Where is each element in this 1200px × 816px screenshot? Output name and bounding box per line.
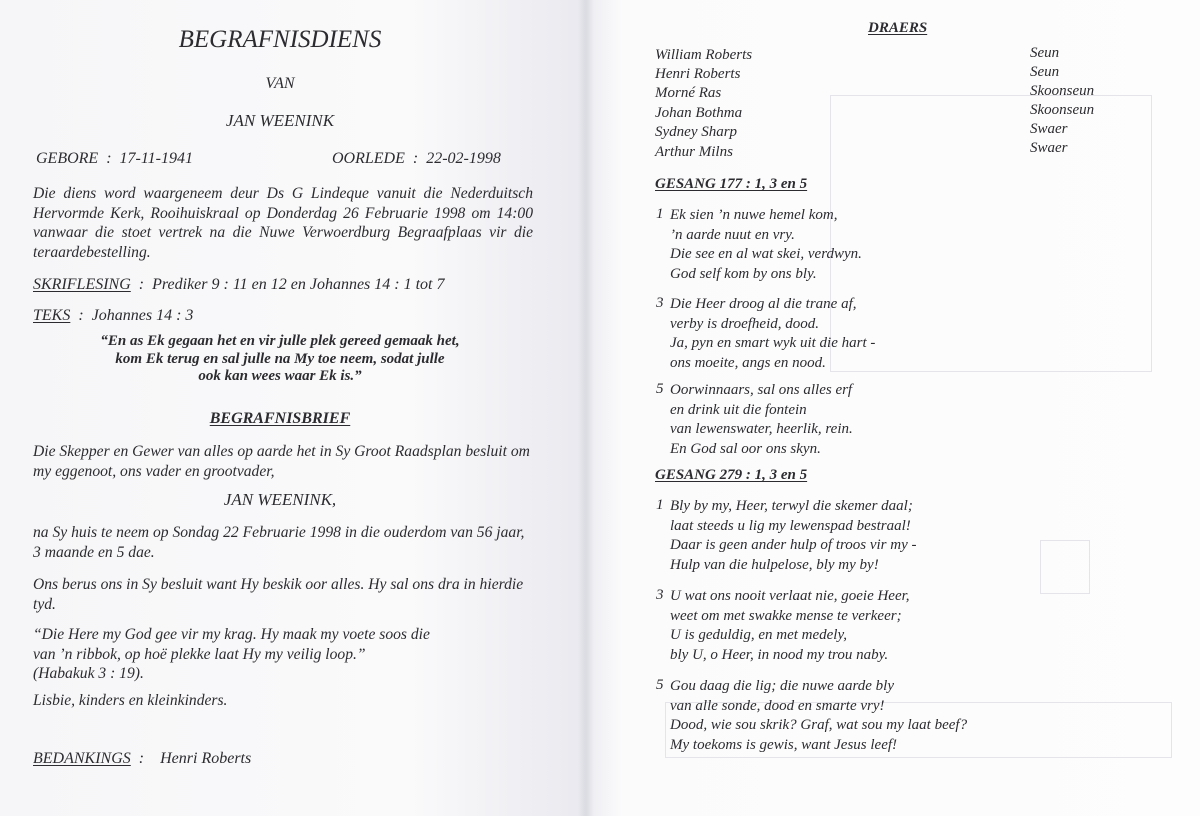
letter-heading: BEGRAFNISBRIEF	[209, 410, 351, 427]
hymn-line: Oorwinnaars, sal ons alles erf	[670, 382, 853, 398]
hymn-line: Daar is geen ander hulp of troos vir my -	[670, 537, 917, 553]
hymn-verse	[670, 587, 910, 665]
hymn-line: Bly by my, Heer, terwyl die skemer daal;	[670, 498, 913, 514]
born-date: 17-11-1941	[119, 150, 193, 167]
bearer-relation: Skoonseun	[1030, 102, 1095, 118]
hymn-verse	[670, 206, 862, 284]
verse-number: 5	[656, 677, 664, 693]
died-line: OORLEDE : 22-02-1998	[332, 150, 501, 167]
bearers-heading: DRAERS	[868, 20, 928, 36]
verse-number: 1	[656, 206, 664, 222]
hymn-line: Dood, wie sou skrik? Graf, wat sou my laat beef?	[670, 717, 968, 733]
hymn-heading: GESANG 279 : 1, 3 en 5	[655, 467, 808, 483]
hymn-line: Gou daag die lig; die nuwe aarde bly	[670, 678, 894, 694]
died-label: OORLEDE	[332, 150, 405, 167]
letter-paragraph: Die Skepper en Gewer van alles op aarde het in Sy Groot Raadsplan besluit om my eggenoot, ons vader en grootvader,	[33, 443, 530, 480]
bearer-relation: Skoonseun	[1030, 83, 1095, 99]
bearer-name: Henri Roberts	[655, 66, 741, 82]
letter-deceased-name: JAN WEENINK,	[223, 490, 337, 509]
program-title: BEGRAFNISDIENS	[178, 26, 382, 53]
acknowledgements: BEDANKINGS : Henri Roberts	[33, 750, 252, 767]
hymn-line: En God sal oor ons skyn.	[670, 440, 821, 457]
hymn-line: Ek sien ’n nuwe hemel kom,	[670, 207, 838, 223]
verse-line: “Die Here my God gee vir my krag. Hy maak my voete soos die	[33, 626, 430, 643]
scripture-reading: SKRIFLESING : Prediker 9 : 11 en 12 en Johannes 14 : 1 tot 7	[33, 276, 445, 293]
text-quote	[0, 333, 560, 386]
born-line: GEBORE : 17-11-1941	[36, 150, 193, 167]
bearer-name: Johan Bothma	[655, 105, 743, 121]
hymn-line: U is geduldig, en met medely,	[670, 627, 848, 643]
bible-verse	[33, 625, 533, 684]
verse-number: 3	[656, 587, 664, 603]
quote-line: “En as Ek gegaan het en vir julle plek gereed gemaak het,	[100, 333, 460, 349]
bleed-through-map	[830, 95, 1152, 372]
hymn-line: bly U, o Heer, in nood my trou naby.	[670, 646, 889, 663]
verse-line: van ’n ribbok, op hoë plekke laat Hy my veilig loop.”	[33, 645, 366, 663]
sermon-text: TEKS : Johannes 14 : 3	[33, 307, 194, 324]
hymn-line: van lewenswater, heerlik, rein.	[670, 421, 853, 437]
bearer-name: William Roberts	[655, 47, 753, 63]
quote-line: kom Ek terug en sal julle na My toe neem, sodat julle	[115, 350, 445, 367]
bearer-name: Sydney Sharp	[655, 124, 738, 140]
hymn-line: ’n aarde nuut en vry.	[670, 226, 795, 243]
hymn-line: laat steeds u lig my lewenspad bestraal!	[670, 517, 911, 534]
of-label: VAN	[265, 75, 295, 92]
hymn-line: weet om met swakke mense te verkeer;	[670, 607, 902, 624]
bearer-name: Arthur Milns	[655, 144, 733, 160]
letter-paragraph: Ons berus ons in Sy besluit want Hy beskik oor alles. Hy sal ons dra in hierdie tyd.	[33, 576, 524, 613]
died-date: 22-02-1998	[426, 150, 501, 167]
page-fold	[578, 0, 594, 816]
hymn-line: verby is droefheid, dood.	[670, 315, 819, 332]
family-signature: Lisbie, kinders en kleinkinders.	[33, 692, 228, 709]
thanks-label: BEDANKINGS	[33, 750, 131, 767]
hymn-line: Die Heer droog al die trane af,	[670, 296, 857, 312]
verse-number: 3	[656, 295, 664, 311]
hymn-line: U wat ons nooit verlaat nie, goeie Heer,	[670, 588, 910, 604]
reading-label: SKRIFLESING	[33, 276, 131, 293]
text-label: TEKS	[33, 307, 71, 324]
bleed-through-box	[1040, 540, 1090, 594]
hymn-heading: GESANG 177 : 1, 3 en 5	[655, 176, 808, 192]
reading-value: Prediker 9 : 11 en 12 en Johannes 14 : 1 tot 7	[152, 276, 445, 293]
hymn-line: Ja, pyn en smart wyk uit die hart -	[670, 335, 876, 351]
hymn-verse	[670, 295, 875, 373]
hymn-line: van alle sonde, dood en smarte vry!	[670, 697, 885, 714]
hymn-line: ons moeite, angs en nood.	[670, 354, 826, 371]
hymn-line: My toekoms is gewis, want Jesus leef!	[670, 736, 898, 753]
bearer-relation: Swaer	[1030, 140, 1068, 156]
verse-number: 5	[656, 381, 664, 397]
hymn-line: en drink uit die fontein	[670, 401, 807, 418]
hymn-line: Die see en al wat skei, verdwyn.	[670, 246, 862, 262]
deceased-name: JAN WEENINK	[225, 111, 335, 130]
hymn-line: Hulp van die hulpelose, bly my by!	[670, 556, 879, 573]
letter-paragraph: na Sy huis te neem op Sondag 22 Februarie 1998 in die ouderdom van 56 jaar, 3 maande en 5 dae.	[33, 524, 525, 561]
text-value: Johannes 14 : 3	[91, 307, 194, 324]
bearer-relation: Seun	[1030, 45, 1060, 61]
quote-line: ook kan wees waar Ek is.”	[198, 368, 362, 384]
bearer-relation: Swaer	[1030, 121, 1068, 137]
bearer-relation: Seun	[1030, 64, 1060, 80]
born-label: GEBORE	[36, 150, 99, 167]
hymn-line: God self kom by ons bly.	[670, 265, 817, 282]
hymn-verse	[670, 677, 967, 755]
hymn-verse	[670, 381, 853, 459]
thanks-value: Henri Roberts	[160, 750, 252, 767]
verse-line: (Habakuk 3 : 19).	[33, 665, 144, 682]
hymn-verse	[670, 497, 917, 575]
verse-number: 1	[656, 497, 664, 513]
service-details: Die diens word waargeneem deur Ds G Lindeque vanuit die Nederduitsch Hervormde Kerk, Rooihuiskraal op Donderdag 26 Februarie 1998 om 14:00 vanwaar die stoet vertrek na die Nuwe Verwoerdburg Begraafplaas vir die teraardebestelling.	[33, 185, 533, 261]
bearer-name: Morné Ras	[655, 85, 722, 101]
